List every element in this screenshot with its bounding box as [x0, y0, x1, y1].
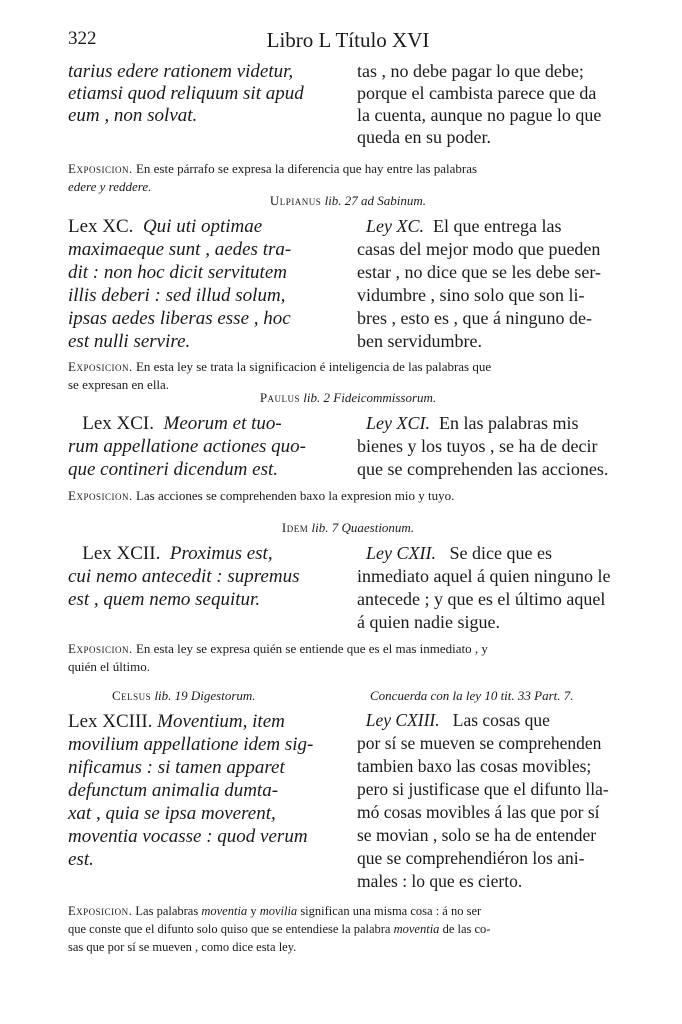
latin-line: Moventium, item — [157, 711, 285, 732]
expo-label: Exposicion. — [68, 161, 133, 176]
spanish-line: mó cosas movibles á las que por sí — [357, 802, 600, 822]
latin-line: Qui uti optimae — [142, 216, 263, 237]
spanish-line: se movian , solo se ha de entender — [357, 825, 597, 845]
latin-first-line — [68, 712, 340, 735]
latin-line: moventia vocasse : quod verum — [68, 826, 308, 847]
latin-column — [68, 414, 340, 483]
latin-first-line — [68, 544, 340, 567]
spanish-line: males : lo que es cierto. — [357, 871, 523, 891]
exposicion-note — [68, 640, 628, 676]
expo-line: edere y reddere. — [68, 179, 152, 194]
lex-heading: Lex XCIII. — [68, 711, 153, 732]
latin-line: tarius edere rationem videtur, — [68, 61, 294, 82]
expo-label: Exposicion. — [68, 904, 133, 918]
exposicion-note — [68, 902, 628, 956]
source-author: Ulpianus — [269, 193, 322, 208]
exposicion-note — [68, 358, 628, 394]
expo-text: En esta ley se trata la significacion é inteligencia de las palabras que — [135, 359, 492, 374]
source-citation-row — [68, 688, 628, 706]
expo-text: de las co- — [442, 922, 491, 936]
spanish-column — [357, 414, 629, 483]
spanish-column — [357, 544, 629, 636]
spanish-line: pero si justificase que el difunto lla- — [357, 779, 609, 799]
latin-line: cui nemo antecedit : supremus — [68, 566, 300, 587]
expo-term: moventia — [393, 922, 440, 936]
spanish-line: bres , esto es , que á ninguno de- — [357, 308, 592, 328]
spanish-line: que se comprehenden las acciones. — [357, 459, 609, 479]
spanish-line: estar , no dice que se les debe ser- — [357, 262, 602, 282]
latin-column — [68, 712, 340, 873]
source-reference: lib. 7 Quaestionum. — [311, 520, 415, 535]
latin-first-line — [68, 414, 340, 437]
latin-line: est. — [68, 849, 94, 870]
expo-line: se expresan en ella. — [68, 377, 170, 392]
spanish-line: queda en su poder. — [357, 127, 491, 147]
exposicion-note — [68, 160, 628, 196]
spanish-line: tambien baxo las cosas movibles; — [357, 756, 592, 776]
source-reference: lib. 19 Digestorum. — [154, 688, 256, 703]
ley-heading: Ley XCI. — [366, 413, 430, 433]
expo-line: quién el último. — [68, 659, 150, 674]
expo-term: movilia — [259, 904, 298, 918]
expo-text: significan una misma cosa : á no ser — [300, 904, 482, 918]
latin-first-line — [68, 217, 340, 240]
spanish-line: inmediato aquel á quien ninguno le — [357, 566, 611, 586]
spanish-line: porque el cambista parece que da — [357, 83, 597, 103]
source-author: Celsus — [112, 688, 152, 703]
spanish-first-line — [357, 544, 629, 567]
latin-column — [68, 62, 340, 128]
latin-column — [68, 544, 340, 613]
latin-line: Meorum et tuo- — [163, 413, 282, 434]
latin-line: est nulli servire. — [68, 331, 191, 352]
spanish-line: bienes y los tuyos , se ha de decir — [357, 436, 598, 456]
law-block-93 — [68, 712, 628, 896]
spanish-line: Las cosas que — [452, 710, 550, 730]
concordance-note: Concuerda con la ley 10 tit. 33 Part. 7. — [370, 688, 574, 703]
law-block-90 — [68, 217, 628, 357]
latin-line: illis deberi : sed illud solum, — [68, 285, 286, 306]
expo-text: y — [250, 904, 257, 918]
latin-line: etiamsi quod reliquum sit apud — [68, 83, 304, 104]
latin-line: rum appellatione actiones quo- — [68, 436, 306, 457]
source-reference: lib. 27 ad Sabinum. — [324, 193, 427, 208]
ley-heading: Ley XC. — [366, 216, 424, 236]
expo-label: Exposicion. — [68, 641, 133, 656]
expo-text: Las palabras — [135, 904, 199, 918]
spanish-line: por sí se mueven se comprehenden — [357, 733, 602, 753]
law-block-92 — [68, 544, 628, 636]
source-citation — [112, 688, 256, 704]
expo-term: moventia — [201, 904, 248, 918]
spanish-line: En las palabras mis — [438, 413, 579, 433]
spanish-line: á quien nadie sigue. — [357, 612, 500, 632]
source-citation — [68, 520, 628, 536]
expo-line: sas que por sí se mueven , como dice esta ley. — [68, 940, 297, 954]
source-author: Idem — [281, 520, 309, 535]
spanish-column — [357, 217, 629, 355]
expo-line — [68, 640, 628, 658]
latin-line: dit : non hoc dicit servitutem — [68, 262, 287, 283]
spanish-line: El que entrega las — [433, 216, 562, 236]
latin-line: maximaeque sunt , aedes tra- — [68, 239, 292, 260]
expo-text: En esta ley se expresa quién se entiende que es el mas inmediato , y — [135, 641, 488, 656]
expo-label: Exposicion. — [68, 359, 133, 374]
spanish-line: Se dice que es — [449, 543, 552, 563]
exposicion-note — [68, 487, 628, 505]
latin-line: ipsas aedes liberas esse , hoc — [68, 308, 291, 329]
expo-text: que conste que el difunto solo quiso que se entendiese la palabra — [68, 922, 391, 936]
expo-line — [68, 358, 628, 376]
expo-line — [68, 902, 628, 920]
latin-line: nificamus : si tamen apparet — [68, 757, 285, 778]
spanish-column — [357, 62, 629, 150]
spanish-first-line — [357, 217, 629, 240]
spanish-line: vidumbre , sino solo que son li- — [357, 285, 585, 305]
expo-label: Exposicion. — [68, 488, 133, 503]
latin-line: defunctum animalia dumta- — [68, 780, 279, 801]
spanish-line: la cuenta, aunque no pague lo que — [357, 105, 602, 125]
latin-line: eum , non solvat. — [68, 105, 198, 126]
spanish-column — [357, 712, 629, 896]
lex-heading: Lex XCII. — [82, 543, 161, 564]
source-citation — [68, 193, 628, 209]
expo-line — [68, 160, 628, 178]
source-reference: lib. 2 Fideicommissorum. — [303, 390, 437, 405]
source-citation — [68, 390, 628, 406]
latin-column — [68, 217, 340, 355]
lex-heading: Lex XC. — [68, 216, 134, 237]
spanish-line: antecede ; y que es el último aquel — [357, 589, 606, 609]
page-number: 322 — [68, 28, 97, 49]
ley-heading: Ley CXII. — [366, 543, 436, 563]
expo-line — [68, 920, 628, 938]
expo-line — [68, 487, 628, 505]
continuation-block — [68, 62, 628, 154]
spanish-first-line — [357, 414, 629, 437]
spanish-line: tas , no debe pagar lo que debe; — [357, 61, 584, 81]
latin-line: Proximus est, — [169, 543, 273, 564]
lex-heading: Lex XCI. — [82, 413, 155, 434]
ley-heading: Ley CXIII. — [365, 710, 440, 730]
spanish-line: ben servidumbre. — [357, 331, 482, 351]
page-header — [68, 28, 628, 54]
latin-line: xat , quia se ipsa moverent, — [68, 803, 276, 824]
running-title: Libro L Título XVI — [266, 28, 430, 52]
spanish-line: casas del mejor modo que pueden — [357, 239, 601, 259]
latin-line: que contineri dicendum est. — [68, 459, 279, 480]
expo-text: Las acciones se comprehenden baxo la expresion mio y tuyo. — [135, 488, 455, 503]
law-block-91 — [68, 414, 628, 486]
expo-text: En este párrafo se expresa la diferencia que hay entre las palabras — [135, 161, 478, 176]
spanish-first-line — [357, 712, 629, 735]
latin-line: est , quem nemo sequitur. — [68, 589, 261, 610]
latin-line: movilium appellatione idem sig- — [68, 734, 314, 755]
source-author: Paulus — [259, 390, 301, 405]
spanish-line: que se comprehendiéron los ani- — [357, 848, 585, 868]
